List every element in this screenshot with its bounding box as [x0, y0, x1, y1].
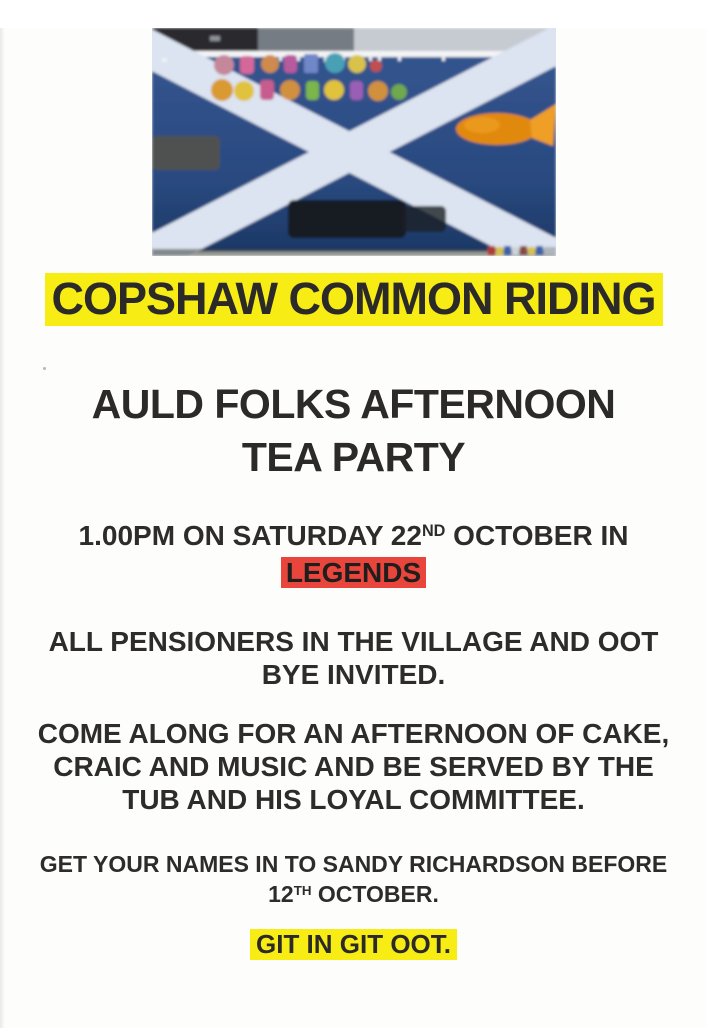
date-text-suffix: OCTOBER IN [445, 520, 629, 551]
photo-bottom-edge [152, 249, 556, 256]
venue-highlight: LEGENDS [281, 557, 426, 588]
rsvp-suffix: OCTOBER. [311, 881, 439, 907]
event-heading-line1: AULD FOLKS AFTERNOON [91, 381, 616, 427]
scan-speck [43, 367, 46, 370]
rsvp-line2 [0, 879, 707, 913]
photo-top-gray-bar [258, 28, 354, 52]
details-paragraph [0, 717, 707, 816]
details-line2: CRAIC AND MUSIC AND BE SERVED BY THE [53, 751, 654, 782]
event-heading [0, 378, 707, 484]
title-row [0, 273, 707, 326]
invite-line2: BYE INVITED. [261, 659, 446, 690]
photo-left-blotch [152, 136, 220, 170]
title-highlight: COPSHAW COMMON RIDING [45, 273, 663, 326]
photo-bottom-right-strip [488, 246, 556, 255]
venue-row [0, 557, 707, 588]
invite-paragraph [0, 625, 707, 691]
date-ordinal: ND [421, 522, 446, 541]
footer-row [0, 929, 707, 960]
photo-top-detail [210, 36, 220, 41]
event-heading-line2: TEA PARTY [241, 434, 466, 480]
rsvp-day: 12 [268, 881, 294, 907]
footer-highlight: GIT IN GIT OOT. [250, 929, 457, 960]
details-line1: COME ALONG FOR AN AFTERNOON OF CAKE, [37, 718, 670, 749]
saltire-flag-photo [152, 28, 556, 256]
magnet-letters-row2 [211, 79, 407, 101]
date-line [0, 520, 707, 556]
flyer-photo [152, 28, 556, 256]
rsvp-paragraph [0, 849, 707, 913]
date-text: 1.00PM ON SATURDAY 22 [78, 520, 422, 551]
photo-bottom-blotch [288, 200, 406, 238]
rsvp-ordinal: TH [293, 882, 312, 898]
scan-edge [0, 28, 5, 1028]
details-line3: TUB AND HIS LOYAL COMMITTEE. [122, 784, 585, 815]
rsvp-line1: GET YOUR NAMES IN TO SANDY RICHARDSON BEFORE [39, 851, 668, 877]
invite-line1: ALL PENSIONERS IN THE VILLAGE AND OOT [48, 626, 659, 657]
flyer-page [0, 28, 707, 1028]
photo-bottom-blotch-2 [402, 206, 446, 232]
